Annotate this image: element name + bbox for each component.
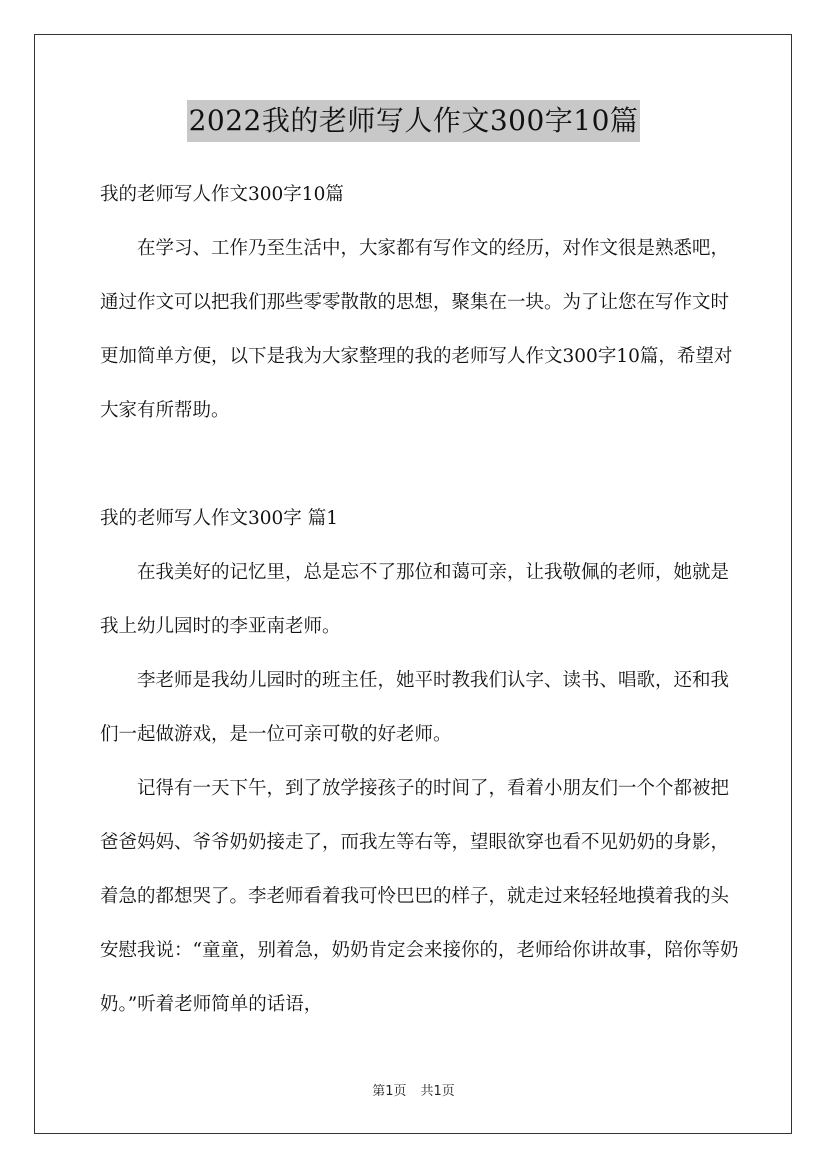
document-subtitle: 我的老师写人作文300字10篇 bbox=[100, 184, 344, 205]
body-paragraph: 李老师是我幼儿园时的班主任，她平时教我们认字、读书、唱歌，还和我们一起做游戏，是一位可亲可敬的好老师。 bbox=[100, 670, 730, 745]
title-container bbox=[0, 100, 827, 142]
document-title: 2022我的老师写人作文300字10篇 bbox=[187, 100, 641, 142]
page-number: 第1页 bbox=[372, 1084, 407, 1099]
section-spacer bbox=[100, 438, 740, 492]
body-paragraph: 记得有一天下午，到了放学接孩子的时间了，看着小朋友们一个个都被把爸爸妈妈、爷爷奶奶接走了，而我左等右等，望眼欲穿也看不见奶奶的身影，着急的都想哭了。李老师看着我可怜巴巴的样子，就走过来轻轻地摸着我的头安慰我说：“童童，别着急，奶奶肯定会来接你的，老师给你讲故事，陪你等奶奶。”听着老师简单的话语， bbox=[100, 778, 739, 1015]
intro-paragraph: 在学习、工作乃至生活中，大家都有写作文的经历，对作文很是熟悉吧，通过作文可以把我们那些零零散散的思想，聚集在一块。为了让您在写作文时更加简单方便，以下是我为大家整理的我的老师写人作文300字10篇，希望对大家有所帮助。 bbox=[100, 238, 733, 421]
page-total: 共1页 bbox=[420, 1084, 455, 1099]
body-paragraph: 在我美好的记忆里，总是忘不了那位和蔼可亲，让我敬佩的老师，她就是我上幼儿园时的李亚南老师。 bbox=[100, 562, 730, 637]
section-heading: 我的老师写人作文300字 篇1 bbox=[100, 508, 338, 529]
page-footer bbox=[0, 1083, 827, 1101]
document-body bbox=[100, 168, 740, 1032]
